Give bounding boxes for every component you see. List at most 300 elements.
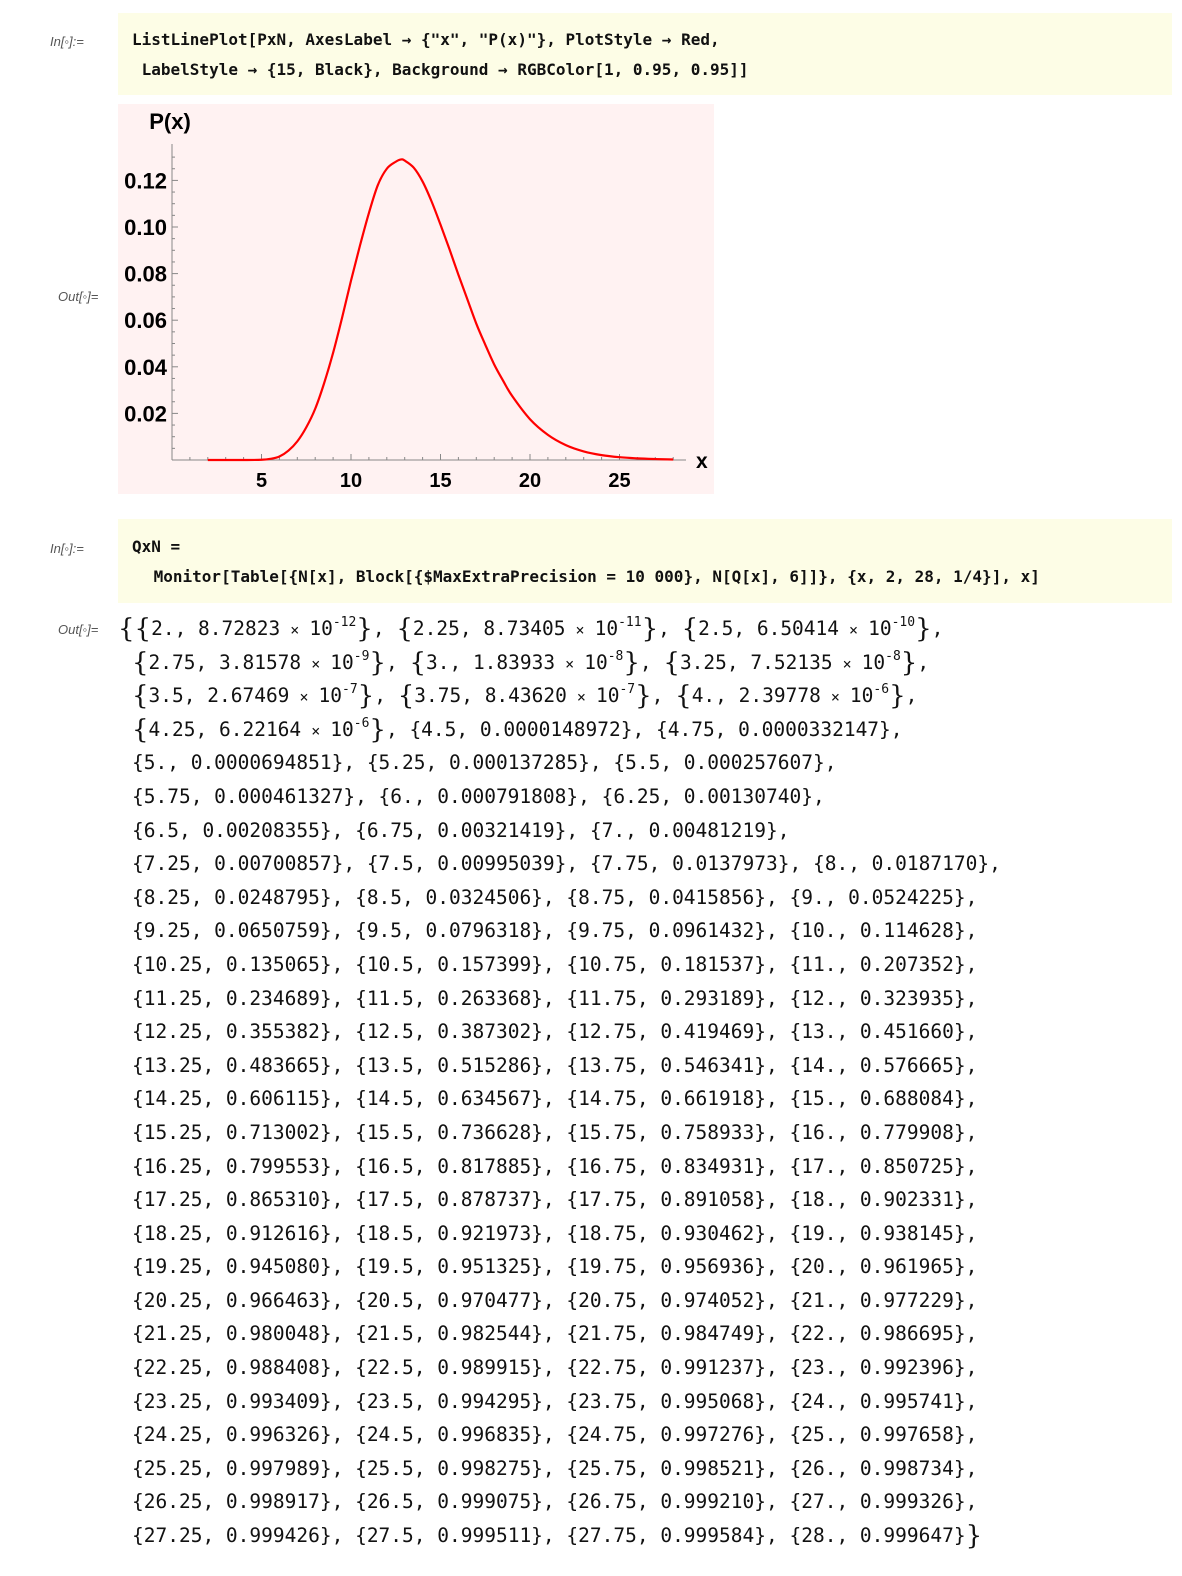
list-pair: {23.25, 0.993409} <box>132 1389 332 1413</box>
y-tick-label: 0.12 <box>124 168 167 194</box>
list-pair: {26.75, 0.999210} <box>566 1490 766 1514</box>
sci-pair <box>132 714 386 745</box>
separator: , <box>542 1288 567 1312</box>
sci-pair <box>396 614 659 644</box>
separator: , <box>578 784 602 808</box>
list-pair: {21.5, 0.982544} <box>355 1322 543 1346</box>
list-pair: {10.5, 0.157399} <box>355 952 543 976</box>
output-line <box>118 1250 1168 1284</box>
separator: , <box>766 1053 790 1077</box>
pair-values: 4.25, 6.22164 <box>148 717 302 741</box>
code-line: LabelStyle → {15, Black}, Background → RGBColor[1, 0.95, 0.95]] <box>132 60 749 79</box>
list-pair: {19.75, 0.956936} <box>566 1255 766 1279</box>
pair-close-brace: } <box>356 614 373 644</box>
list-pair: {27.5, 0.999511} <box>355 1524 543 1548</box>
separator: , <box>589 751 614 775</box>
in-label-1: In[◦]:= <box>50 34 84 49</box>
sci-pair <box>675 681 906 712</box>
pair-values: 2.75, 3.81578 <box>148 650 302 674</box>
separator: , <box>331 1524 356 1548</box>
list-pair: {12., 0.323935} <box>789 986 966 1010</box>
input-cell-1[interactable] <box>118 13 1172 95</box>
list-pair: {23.75, 0.995068} <box>566 1389 766 1413</box>
list-pair: {28., 0.999647} <box>789 1524 966 1548</box>
separator: , <box>343 852 367 876</box>
separator: , <box>905 684 918 708</box>
pair-values: 3.5, 2.67469 <box>148 684 290 708</box>
separator: , <box>789 852 813 876</box>
code-line: Monitor[Table[{N[x], Block[{$MaxExtraPrecision = 10 000}, N[Q[x], 6]]}, {x, 2, 28, 1/4}], x] <box>144 567 1040 586</box>
out-label-1: Out[◦]= <box>58 289 99 304</box>
x-tick-label: 5 <box>255 470 268 492</box>
times-sign: × <box>821 688 849 707</box>
times-sign: × <box>302 654 330 673</box>
separator: , <box>385 717 410 741</box>
pair-close-brace: } <box>369 714 386 745</box>
sci-pair <box>134 614 373 644</box>
list-pair: {10., 0.114628} <box>789 919 966 943</box>
separator: , <box>542 1221 567 1245</box>
list-pair: {16., 0.779908} <box>789 1120 966 1144</box>
list-pair: {24.25, 0.996326} <box>132 1423 332 1447</box>
separator: , <box>766 1423 790 1447</box>
base-ten: 10 <box>330 650 354 674</box>
separator: , <box>965 1053 978 1077</box>
separator: , <box>331 1120 356 1144</box>
separator: , <box>566 852 590 876</box>
base-ten: 10 <box>861 650 886 674</box>
list-pair: {19.5, 0.951325} <box>355 1255 543 1279</box>
exponent: -7 <box>342 682 358 698</box>
separator: , <box>766 885 790 909</box>
separator: , <box>931 617 944 640</box>
separator: , <box>965 1456 978 1480</box>
list-pair: {21.25, 0.980048} <box>132 1322 332 1346</box>
list-pair: {8., 0.0187170} <box>812 852 990 876</box>
list-pair: {14.25, 0.606115} <box>132 1087 332 1111</box>
times-sign: × <box>290 688 318 707</box>
output-line <box>118 713 1168 747</box>
output-line <box>118 1015 1168 1049</box>
separator: , <box>766 1288 790 1312</box>
separator: , <box>566 818 590 842</box>
pair-open-brace: { <box>409 647 426 678</box>
output-line <box>118 982 1168 1016</box>
list-pair: {5., 0.0000694851} <box>132 751 344 775</box>
list-pair: {14.75, 0.661918} <box>566 1087 766 1111</box>
list-pair: {6.5, 0.00208355} <box>132 818 332 842</box>
list-pair: {26.25, 0.998917} <box>132 1490 332 1514</box>
separator: , <box>965 1020 978 1044</box>
separator: , <box>331 1423 356 1447</box>
separator: , <box>965 952 978 976</box>
list-pair: {20., 0.961965} <box>789 1255 966 1279</box>
separator: , <box>331 1288 356 1312</box>
list-pair: {4.5, 0.0000148972} <box>409 717 633 741</box>
exponent: -12 <box>332 615 357 630</box>
output-line <box>118 679 1168 713</box>
list-pair: {6.25, 0.00130740} <box>601 784 813 808</box>
separator: , <box>965 1120 978 1144</box>
list-pair: {15.75, 0.758933} <box>566 1120 766 1144</box>
list-pair: {20.5, 0.970477} <box>355 1288 543 1312</box>
separator: , <box>965 1490 978 1514</box>
pair-open-brace: { <box>132 681 149 712</box>
y-tick-label: 0.06 <box>124 308 167 334</box>
sci-pair <box>663 647 918 678</box>
separator: , <box>824 751 837 775</box>
separator: , <box>331 818 356 842</box>
separator: , <box>542 1255 567 1279</box>
output-line <box>118 814 1168 848</box>
list-pair: {26.5, 0.999075} <box>355 1490 543 1514</box>
line-chart <box>118 104 714 494</box>
exponent: -6 <box>873 682 890 698</box>
separator: , <box>766 1154 790 1178</box>
list-pair: {21.75, 0.984749} <box>566 1322 766 1346</box>
list-pair: {7.75, 0.0137973} <box>589 852 790 876</box>
output-line <box>118 1183 1168 1217</box>
output-line <box>118 1385 1168 1419</box>
pair-close-brace: } <box>915 614 932 644</box>
input-cell-2[interactable] <box>118 519 1172 603</box>
output-line <box>118 746 1168 780</box>
separator: , <box>965 919 978 943</box>
list-pair: {9.75, 0.0961432} <box>566 919 766 943</box>
plot-output[interactable] <box>118 104 714 494</box>
separator: , <box>331 952 356 976</box>
x-axis-label: x <box>696 450 708 473</box>
pair-close-brace: } <box>635 681 652 712</box>
base-ten: 10 <box>318 684 343 708</box>
output-line <box>118 612 1168 646</box>
y-tick-label: 0.08 <box>124 261 167 287</box>
list-pair: {11.5, 0.263368} <box>355 986 543 1010</box>
list-pair: {15.5, 0.736628} <box>355 1120 543 1144</box>
separator: , <box>989 852 1001 876</box>
list-pair: {13.75, 0.546341} <box>566 1053 766 1077</box>
base-ten: 10 <box>309 617 333 640</box>
list-pair: {11.75, 0.293189} <box>566 986 766 1010</box>
times-sign: × <box>281 621 309 639</box>
pair-open-brace: { <box>681 614 699 644</box>
separator: , <box>542 1120 567 1144</box>
list-pair: {21., 0.977229} <box>789 1288 966 1312</box>
list-pair: {22.75, 0.991237} <box>566 1356 766 1380</box>
separator: , <box>766 1524 790 1548</box>
outer-open-brace: { <box>118 614 135 644</box>
list-pair: {20.25, 0.966463} <box>132 1288 332 1312</box>
separator: , <box>542 1490 567 1514</box>
separator: , <box>331 1221 356 1245</box>
list-pair: {9., 0.0524225} <box>789 885 966 909</box>
pair-values: 2.25, 8.73405 <box>412 617 566 640</box>
list-pair: {25.75, 0.998521} <box>566 1456 766 1480</box>
output-line <box>118 1284 1168 1318</box>
separator: , <box>766 1087 790 1111</box>
pair-values: 3., 1.83933 <box>425 650 556 674</box>
qxn-output-list <box>118 612 1168 1553</box>
list-pair: {7., 0.00481219} <box>589 818 778 842</box>
x-tick-label: 10 <box>339 470 363 492</box>
y-tick-label: 0.10 <box>124 215 167 240</box>
separator: , <box>766 1020 790 1044</box>
separator: , <box>542 1020 567 1044</box>
base-ten: 10 <box>584 650 608 674</box>
list-pair: {13.25, 0.483665} <box>132 1053 332 1077</box>
times-sign: × <box>302 721 330 740</box>
separator: , <box>542 952 567 976</box>
separator: , <box>965 1288 978 1312</box>
separator: , <box>632 717 656 741</box>
pair-close-brace: } <box>369 647 386 678</box>
pair-open-brace: { <box>132 714 149 745</box>
list-pair: {18.25, 0.912616} <box>132 1221 332 1245</box>
separator: , <box>766 1255 790 1279</box>
output-line <box>118 881 1168 915</box>
list-pair: {7.5, 0.00995039} <box>366 852 567 876</box>
times-sign: × <box>833 654 861 673</box>
in-label-2: In[◦]:= <box>50 541 84 556</box>
list-pair: {20.75, 0.974052} <box>566 1288 766 1312</box>
sci-pair <box>397 681 652 712</box>
separator: , <box>385 650 410 674</box>
list-pair: {12.5, 0.387302} <box>355 1020 543 1044</box>
sci-pair <box>132 647 386 678</box>
list-pair: {16.5, 0.817885} <box>355 1154 543 1178</box>
output-line <box>118 1418 1168 1452</box>
separator: , <box>965 1154 978 1178</box>
list-pair: {24.5, 0.996835} <box>355 1423 543 1447</box>
list-pair: {24.75, 0.997276} <box>566 1423 766 1447</box>
list-pair: {11., 0.207352} <box>789 952 966 976</box>
list-pair: {18., 0.902331} <box>789 1188 966 1212</box>
sci-pair <box>681 614 932 644</box>
list-pair: {16.75, 0.834931} <box>566 1154 766 1178</box>
list-pair: {10.75, 0.181537} <box>566 952 766 976</box>
list-pair: {11.25, 0.234689} <box>132 986 332 1010</box>
separator: , <box>542 1188 567 1212</box>
separator: , <box>542 1456 567 1480</box>
pair-open-brace: { <box>132 647 149 678</box>
pair-close-brace: } <box>889 681 906 712</box>
list-pair: {23., 0.992396} <box>789 1356 966 1380</box>
list-pair: {15., 0.688084} <box>789 1087 966 1111</box>
outer-close-brace: } <box>965 1521 983 1552</box>
separator: , <box>542 885 567 909</box>
list-pair: {17.5, 0.878737} <box>355 1188 543 1212</box>
separator: , <box>965 1389 978 1413</box>
output-line <box>118 780 1168 814</box>
list-pair: {18.75, 0.930462} <box>566 1221 766 1245</box>
base-ten: 10 <box>595 684 620 708</box>
separator: , <box>542 1524 567 1548</box>
separator: , <box>542 1423 567 1447</box>
output-line <box>118 1485 1168 1519</box>
pair-close-brace: } <box>623 647 640 678</box>
output-line <box>118 646 1168 680</box>
pair-close-brace: } <box>357 681 375 712</box>
separator: , <box>372 617 397 640</box>
list-pair: {13., 0.451660} <box>789 1020 966 1044</box>
exponent: -7 <box>619 682 636 698</box>
output-line <box>118 1082 1168 1116</box>
pair-values: 2.5, 6.50414 <box>698 617 840 640</box>
output-line <box>118 1519 1168 1553</box>
separator: , <box>542 1389 567 1413</box>
y-tick-label: 0.04 <box>124 354 167 380</box>
separator: , <box>651 684 676 708</box>
separator: , <box>658 617 682 640</box>
separator: , <box>965 1255 978 1279</box>
x-tick-label: 15 <box>429 470 452 492</box>
list-pair: {15.25, 0.713002} <box>132 1120 332 1144</box>
list-pair: {14., 0.576665} <box>789 1053 966 1077</box>
pair-close-brace: } <box>900 647 918 678</box>
separator: , <box>542 986 567 1010</box>
list-pair: {10.25, 0.135065} <box>132 952 332 976</box>
list-pair: {27.25, 0.999426} <box>132 1524 332 1548</box>
output-line <box>118 1049 1168 1083</box>
separator: , <box>766 1356 790 1380</box>
times-sign: × <box>556 654 584 673</box>
list-pair: {5.25, 0.000137285} <box>366 751 590 775</box>
output-line <box>118 1217 1168 1251</box>
separator: , <box>331 1456 356 1480</box>
separator: , <box>766 1322 790 1346</box>
x-tick-label: 25 <box>608 470 631 492</box>
out-label-2: Out[◦]= <box>58 622 99 637</box>
separator: , <box>965 986 978 1010</box>
output-line <box>118 1452 1168 1486</box>
output-line <box>118 914 1168 948</box>
y-axis-label: P(x) <box>149 109 191 134</box>
sci-pair <box>409 647 640 678</box>
code-line: ListLinePlot[PxN, AxesLabel → {"x", "P(x)"}, PlotStyle → Red, <box>132 30 720 49</box>
list-pair: {19.25, 0.945080} <box>132 1255 332 1279</box>
output-line <box>118 847 1168 881</box>
separator: , <box>965 1322 978 1346</box>
list-pair: {8.25, 0.0248795} <box>132 885 332 909</box>
exponent: -8 <box>885 648 901 664</box>
list-pair: {5.75, 0.000461327} <box>132 784 356 808</box>
output-line <box>118 1351 1168 1385</box>
base-ten: 10 <box>594 617 619 640</box>
code-line: QxN = <box>132 537 181 556</box>
separator: , <box>965 1188 978 1212</box>
base-ten: 10 <box>330 717 354 741</box>
list-pair: {17., 0.850725} <box>789 1154 966 1178</box>
separator: , <box>766 1120 790 1144</box>
separator: , <box>331 1322 356 1346</box>
list-pair: {27., 0.999326} <box>789 1490 966 1514</box>
pair-open-brace: { <box>663 647 680 678</box>
x-tick-label: 20 <box>518 470 542 492</box>
separator: , <box>965 1423 978 1447</box>
sci-pair <box>132 681 375 712</box>
list-pair: {25., 0.997658} <box>789 1423 966 1447</box>
list-pair: {19., 0.938145} <box>789 1221 966 1245</box>
times-sign: × <box>567 688 595 707</box>
list-pair: {22.25, 0.988408} <box>132 1356 332 1380</box>
list-pair: {8.75, 0.0415856} <box>566 885 766 909</box>
separator: , <box>766 986 790 1010</box>
list-pair: {17.75, 0.891058} <box>566 1188 766 1212</box>
output-line <box>118 1150 1168 1184</box>
list-pair: {25.25, 0.997989} <box>132 1456 332 1480</box>
separator: , <box>777 818 790 842</box>
separator: , <box>331 1154 356 1178</box>
times-sign: × <box>566 621 594 639</box>
separator: , <box>542 919 567 943</box>
separator: , <box>331 1020 356 1044</box>
list-pair: {24., 0.995741} <box>789 1389 966 1413</box>
separator: , <box>965 1356 978 1380</box>
base-ten: 10 <box>849 684 874 708</box>
separator: , <box>965 1221 978 1245</box>
separator: , <box>331 1053 356 1077</box>
exponent: -6 <box>353 715 370 731</box>
separator: , <box>331 1087 356 1111</box>
list-pair: {6., 0.000791808} <box>378 784 579 808</box>
times-sign: × <box>840 621 868 639</box>
separator: , <box>965 885 978 909</box>
separator: , <box>542 1356 567 1380</box>
list-pair: {7.25, 0.00700857} <box>132 852 344 876</box>
list-pair: {25.5, 0.998275} <box>355 1456 543 1480</box>
separator: , <box>331 1255 356 1279</box>
separator: , <box>766 1188 790 1212</box>
list-pair: {13.5, 0.515286} <box>355 1053 543 1077</box>
separator: , <box>331 986 356 1010</box>
separator: , <box>331 1490 356 1514</box>
exponent: -8 <box>607 648 624 664</box>
separator: , <box>766 1456 790 1480</box>
separator: , <box>331 1188 356 1212</box>
pair-values: 2., 8.72823 <box>151 617 281 640</box>
pair-open-brace: { <box>396 614 413 644</box>
list-pair: {8.5, 0.0324506} <box>355 885 543 909</box>
separator: , <box>542 1154 567 1178</box>
separator: , <box>766 952 790 976</box>
separator: , <box>812 784 825 808</box>
list-pair: {26., 0.998734} <box>789 1456 966 1480</box>
pair-values: 4., 2.39778 <box>691 684 821 708</box>
list-pair: {18.5, 0.921973} <box>355 1221 543 1245</box>
list-pair: {27.75, 0.999584} <box>566 1524 766 1548</box>
list-pair: {9.25, 0.0650759} <box>132 919 332 943</box>
list-pair: {12.25, 0.355382} <box>132 1020 332 1044</box>
separator: , <box>331 1356 356 1380</box>
separator: , <box>331 919 356 943</box>
exponent: -11 <box>618 615 642 630</box>
pair-values: 3.25, 7.52135 <box>679 650 833 674</box>
y-tick-label: 0.02 <box>124 401 167 427</box>
series-line-P(x) <box>208 159 673 460</box>
pair-values: 3.75, 8.43620 <box>414 684 567 708</box>
separator: , <box>542 1053 567 1077</box>
separator: , <box>766 1490 790 1514</box>
list-pair: {22., 0.986695} <box>789 1322 966 1346</box>
list-pair: {5.5, 0.000257607} <box>613 751 825 775</box>
separator: , <box>890 717 903 741</box>
exponent: -10 <box>891 615 916 630</box>
separator: , <box>331 1389 356 1413</box>
list-pair: {9.5, 0.0796318} <box>355 919 543 943</box>
list-pair: {23.5, 0.994295} <box>355 1389 543 1413</box>
separator: , <box>639 650 664 674</box>
list-pair: {22.5, 0.989915} <box>355 1356 543 1380</box>
